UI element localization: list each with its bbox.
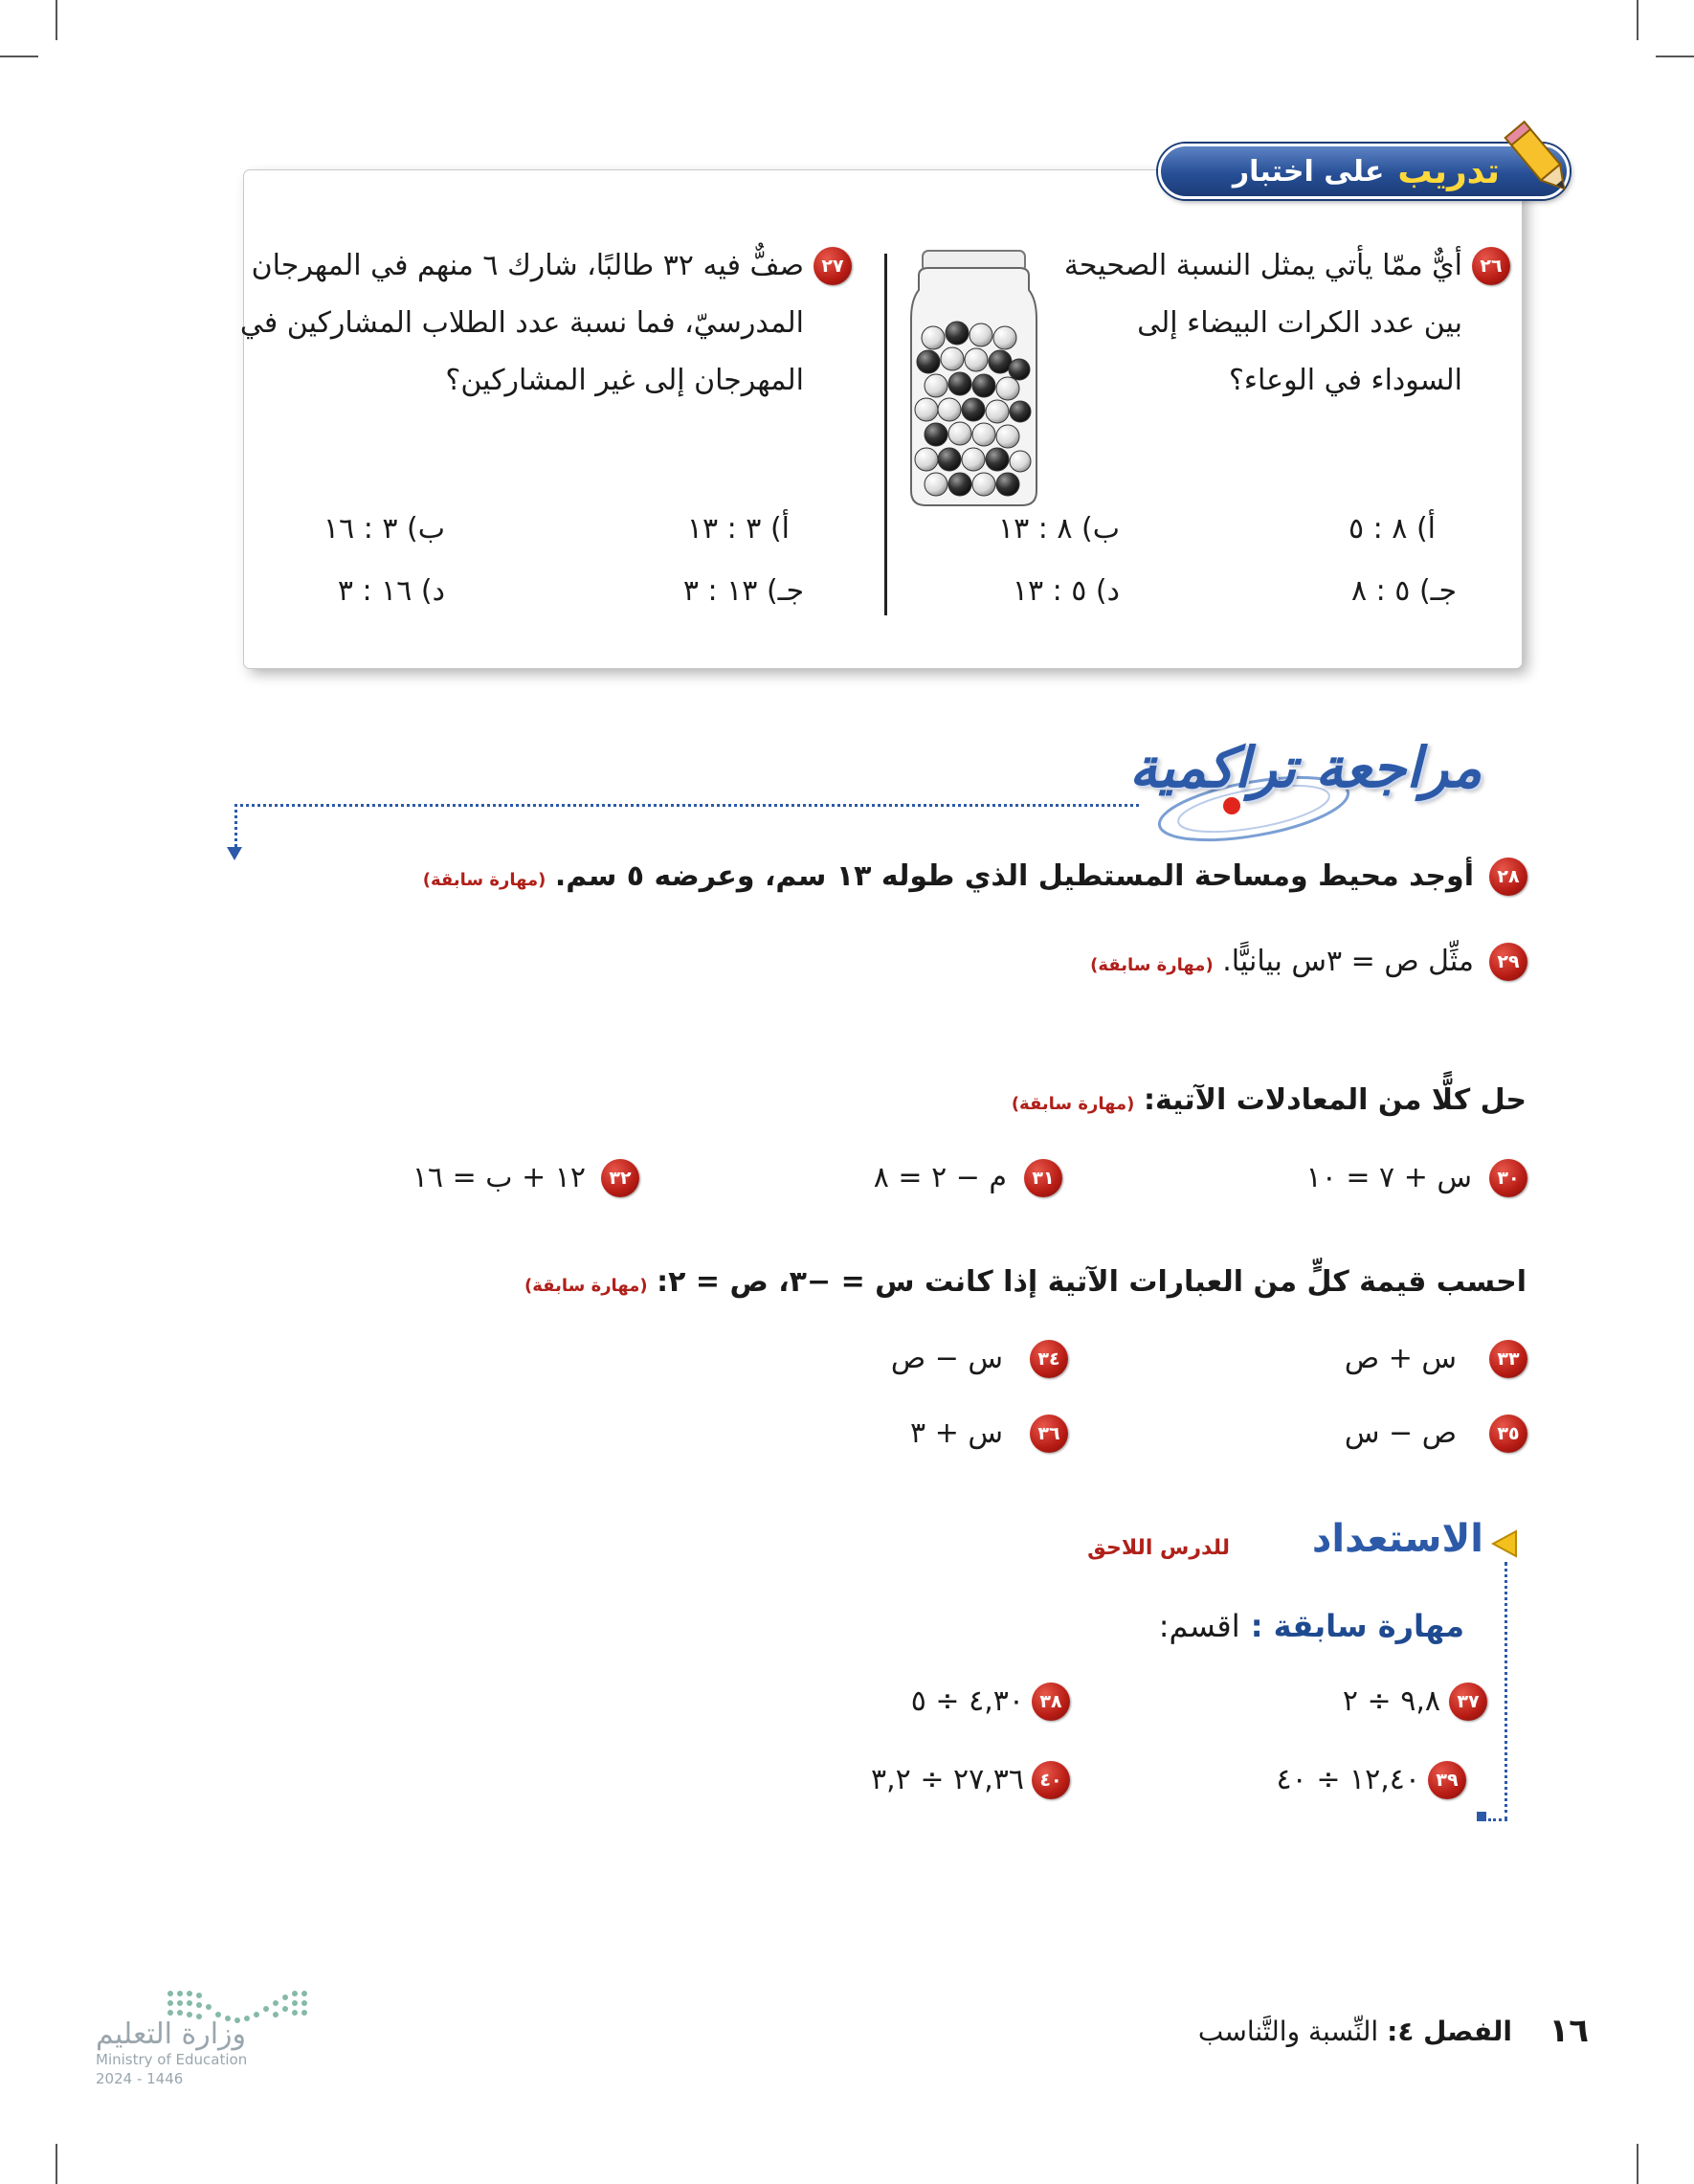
question-29-line xyxy=(1090,945,1474,978)
banner-rest: على اختبار xyxy=(1232,154,1385,189)
chapter-title: النِّسبة والتَّناسب xyxy=(1197,2016,1379,2047)
question-31-text: م − ٢ = ٨ xyxy=(873,1161,1007,1194)
question-number-33: ٣٣ xyxy=(1489,1340,1527,1378)
question-26-line: بين عدد الكرات البيضاء إلى xyxy=(1137,306,1462,340)
question-26-text xyxy=(1064,237,1462,410)
ministry-name-english: Ministry of Education xyxy=(96,2051,248,2068)
question-29-text: مثِّل ص = ٣س بيانيًّا. xyxy=(1222,945,1474,978)
prior-skill-tag: (مهارة سابقة) xyxy=(1011,1094,1135,1114)
readiness-title: الاستعداد xyxy=(1311,1517,1483,1561)
arrow-down-icon xyxy=(227,847,242,860)
ministry-name-arabic: وزارة التعليم xyxy=(96,2017,247,2051)
crop-mark xyxy=(0,56,38,57)
question-39-text: ١٢,٤٠ ÷ ٤٠ xyxy=(1276,1763,1420,1796)
option-26-b[interactable]: ب) ٨ : ١٣ xyxy=(997,512,1120,546)
review-dotted-line xyxy=(234,804,237,847)
readiness-skill-label: مهارة سابقة : xyxy=(1250,1608,1464,1644)
prior-skill-tag: (مهارة سابقة) xyxy=(524,1276,648,1296)
crop-mark xyxy=(1656,56,1694,57)
readiness-dotted-frame xyxy=(1488,1818,1507,1821)
question-28-text: أوجد محيط ومساحة المستطيل الذي طوله ١٣ سم، وعرضه ٥ سم. xyxy=(554,859,1474,893)
question-number-35: ٣٥ xyxy=(1489,1415,1527,1453)
question-number-38: ٣٨ xyxy=(1032,1683,1070,1721)
pencil-icon xyxy=(1498,115,1584,201)
play-triangle-icon xyxy=(1491,1529,1520,1558)
chapter-footer xyxy=(1198,2016,1512,2047)
review-dotted-line xyxy=(234,804,1139,807)
option-27-c[interactable]: جـ) ١٣ : ٣ xyxy=(682,574,804,608)
equations-heading: حل كلًّا من المعادلات الآتية: xyxy=(1143,1083,1527,1117)
question-40-text: ٢٧,٣٦ ÷ ٣,٢ xyxy=(871,1763,1024,1796)
question-34-text: س − ص xyxy=(890,1342,1003,1375)
question-32-text: ١٢ + ب = ١٦ xyxy=(412,1161,586,1194)
readiness-subtitle: للدرس اللاحق xyxy=(1087,1536,1230,1560)
marble-jar-image xyxy=(909,247,1038,510)
chapter-label: الفصل ٤: xyxy=(1387,2016,1512,2047)
crop-mark xyxy=(1637,0,1638,40)
question-number-27: ٢٧ xyxy=(814,247,852,285)
question-33-text: س + ص xyxy=(1344,1342,1457,1375)
expressions-heading-line xyxy=(524,1265,1527,1299)
prior-skill-tag: (مهارة سابقة) xyxy=(422,870,546,890)
page-number: ١٦ xyxy=(1549,2012,1589,2050)
question-35-text: ص − س xyxy=(1344,1416,1457,1450)
question-number-31: ٣١ xyxy=(1024,1159,1062,1197)
readiness-instruction: اقسم: xyxy=(1158,1608,1240,1644)
question-number-29: ٢٩ xyxy=(1489,943,1527,981)
option-26-c[interactable]: جـ) ٥ : ٨ xyxy=(1350,574,1457,608)
frame-end-square xyxy=(1477,1812,1486,1821)
question-27-line: المدرسيّ، فما نسبة عدد الطلاب المشاركين في xyxy=(239,306,804,340)
option-26-a[interactable]: أ) ٨ : ٥ xyxy=(1348,512,1436,546)
question-27-line: صفٌّ فيه ٣٢ طالبًا، شارك ٦ منهم في المهرجان xyxy=(251,249,804,282)
question-27-text xyxy=(240,237,804,410)
question-26-line: السوداء في الوعاء؟ xyxy=(1229,364,1462,397)
crop-mark xyxy=(1637,2144,1638,2184)
question-27-line: المهرجان إلى غير المشاركين؟ xyxy=(445,364,804,397)
option-27-a[interactable]: أ) ٣ : ١٣ xyxy=(686,512,790,546)
question-number-28: ٢٨ xyxy=(1489,858,1527,896)
crop-mark xyxy=(56,2144,57,2184)
banner-highlight: تدريب xyxy=(1397,151,1500,191)
option-27-d[interactable]: د) ١٦ : ٣ xyxy=(337,574,445,608)
question-number-34: ٣٤ xyxy=(1030,1340,1068,1378)
expressions-heading: احسب قيمة كلٍّ من العبارات الآتية إذا كانت س = −٣، ص = ٢: xyxy=(657,1265,1527,1299)
readiness-skill-line xyxy=(1159,1608,1464,1644)
ministry-year: 2024 - 1446 xyxy=(96,2070,184,2087)
question-number-32: ٣٢ xyxy=(601,1159,639,1197)
readiness-dotted-frame xyxy=(1505,1562,1507,1820)
option-26-d[interactable]: د) ٥ : ١٣ xyxy=(1012,574,1120,608)
question-28-line xyxy=(423,859,1474,893)
question-number-40: ٤٠ xyxy=(1032,1761,1070,1799)
cumulative-review-title: مراجعة تراكمية xyxy=(1129,735,1482,800)
question-37-text: ٩,٨ ÷ ٢ xyxy=(1342,1684,1440,1718)
question-number-36: ٣٦ xyxy=(1030,1415,1068,1453)
question-30-text: س + ٧ = ١٠ xyxy=(1305,1161,1472,1194)
equations-heading-line xyxy=(1012,1083,1527,1117)
question-number-30: ٣٠ xyxy=(1489,1159,1527,1197)
question-36-text: س + ٣ xyxy=(910,1416,1003,1450)
question-number-26: ٢٦ xyxy=(1472,247,1510,285)
prior-skill-tag: (مهارة سابقة) xyxy=(1090,955,1214,975)
question-26-line: أيٌّ ممّا يأتي يمثل النسبة الصحيحة xyxy=(1063,249,1462,282)
question-number-37: ٣٧ xyxy=(1449,1683,1487,1721)
column-divider xyxy=(884,254,887,615)
question-number-39: ٣٩ xyxy=(1428,1761,1466,1799)
option-27-b[interactable]: ب) ٣ : ١٦ xyxy=(323,512,445,546)
crop-mark xyxy=(56,0,57,40)
question-38-text: ٤,٣٠ ÷ ٥ xyxy=(910,1684,1024,1718)
